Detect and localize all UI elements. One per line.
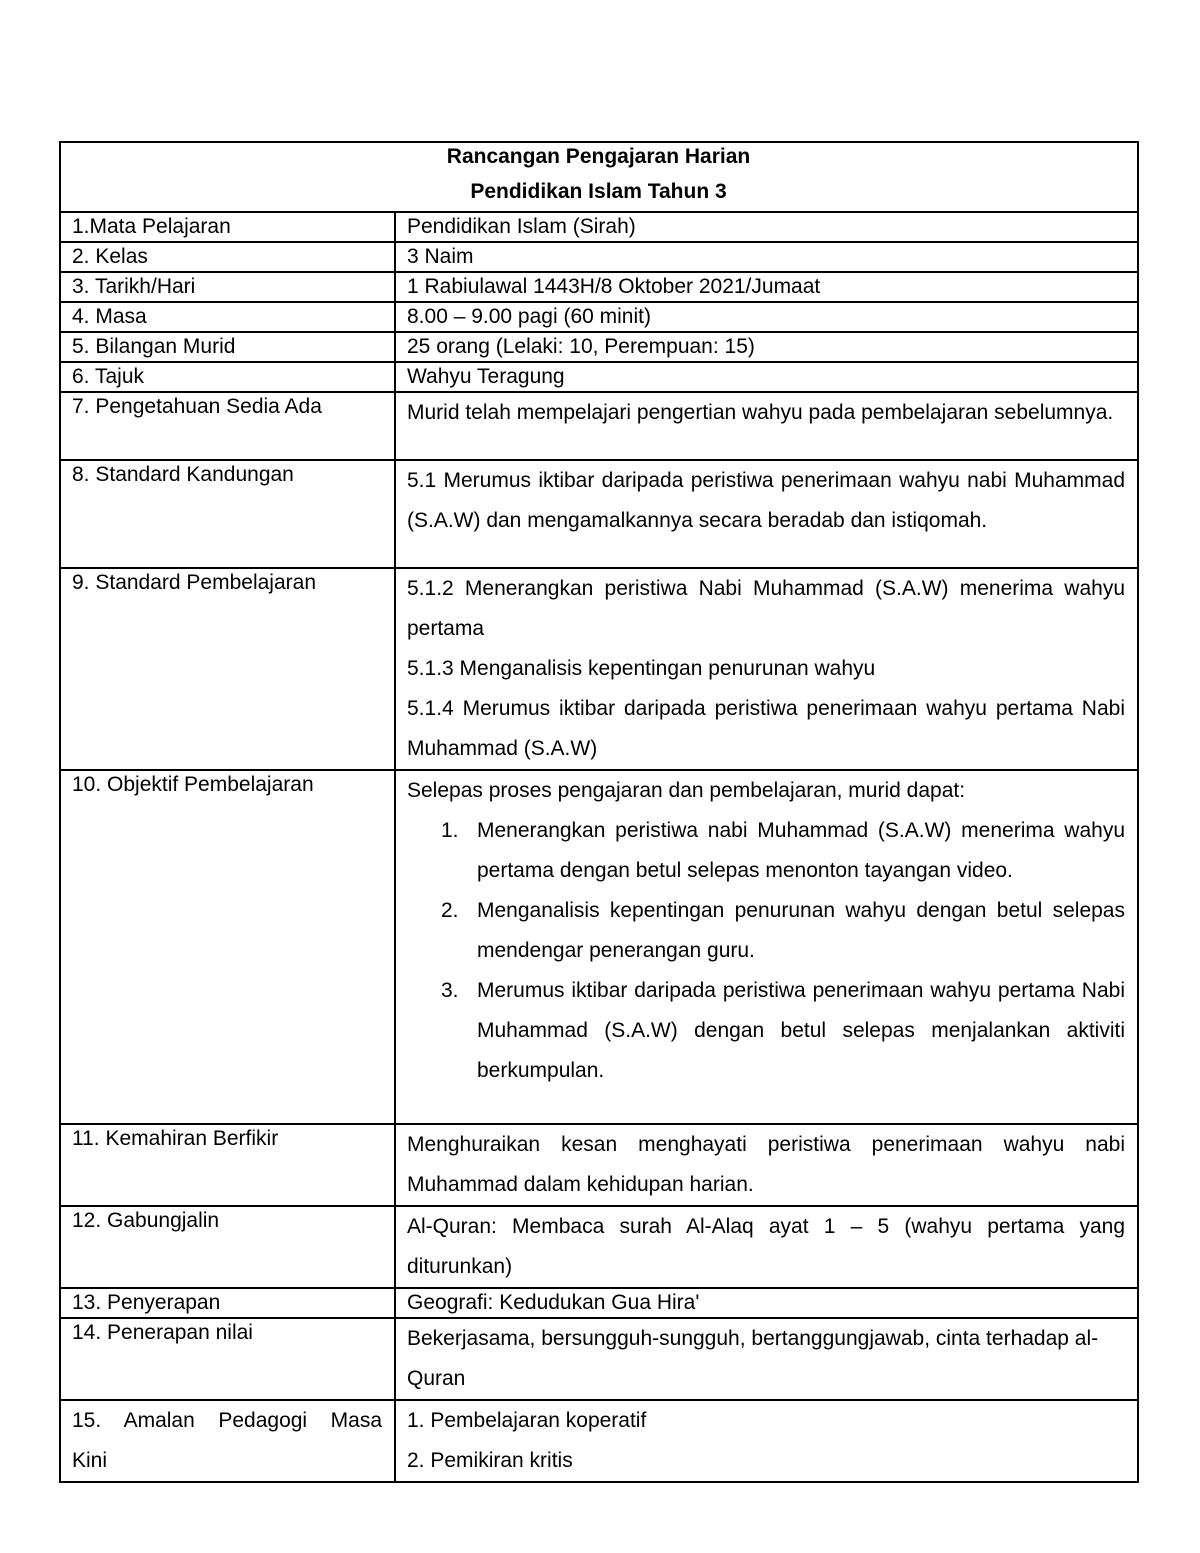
row-value: 3 Naim [395,242,1138,272]
row-value: 8.00 – 9.00 pagi (60 minit) [395,302,1138,332]
learning-standard-item: 5.1.3 Menganalisis kepentingan penurunan wahyu [407,657,876,680]
row-label: 6. Tajuk [60,362,395,392]
table-row [60,272,1138,302]
title-row [60,142,1138,212]
table-row [60,1318,1138,1400]
lesson-plan-table [59,141,1139,1483]
row-value: Menghuraikan kesan menghayati peristiwa penerimaan wahyu nabi Muhammad dalam kehidupan harian. [395,1124,1138,1206]
table-row [60,1124,1138,1206]
row-label-line: 15. Amalan Pedagogi Masa [72,1409,382,1432]
learning-standard-item: 5.1.4 Merumus iktibar daripada peristiwa penerimaan wahyu pertama Nabi Muhammad (S.A.W) [407,697,1125,760]
list-text: Merumus iktibar daripada peristiwa penerimaan wahyu pertama Nabi Muhammad (S.A.W) dengan betul selepas menjalankan aktiviti berkumpulan. [477,979,1125,1082]
row-value: Geografi: Kedudukan Gua Hira' [395,1288,1138,1318]
row-value [395,770,1138,1124]
table-row [60,242,1138,272]
table-row [60,1400,1138,1482]
list-item [441,891,1125,971]
list-item [441,811,1125,891]
row-value: Pendidikan Islam (Sirah) [395,212,1138,242]
row-value: Al-Quran: Membaca surah Al-Alaq ayat 1 – 5 (wahyu pertama yang diturunkan) [395,1206,1138,1288]
row-value: Bekerjasama, bersungguh-sungguh, bertanggungjawab, cinta terhadap al-Quran [395,1318,1138,1400]
row-label: 3. Tarikh/Hari [60,272,395,302]
row-label: 1.Mata Pelajaran [60,212,395,242]
document-subtitle: Pendidikan Islam Tahun 3 [470,180,727,203]
objective-intro: Selepas proses pengajaran dan pembelajaran, murid dapat: [407,779,966,802]
list-text: Menerangkan peristiwa nabi Muhammad (S.A.W) menerima wahyu pertama dengan betul selepas menonton tayangan video. [477,819,1125,882]
list-number: 2. [441,899,459,922]
row-value [395,568,1138,770]
row-label: 7. Pengetahuan Sedia Ada [60,392,395,460]
pedagogy-item: 2. Pemikiran kritis [407,1449,573,1472]
table-row [60,332,1138,362]
row-label: 12. Gabungjalin [60,1206,395,1288]
row-label: 14. Penerapan nilai [60,1318,395,1400]
list-item [441,971,1125,1091]
row-label: 4. Masa [60,302,395,332]
row-value: Murid telah mempelajari pengertian wahyu pada pembelajaran sebelumnya. [395,392,1138,460]
row-value: Wahyu Teragung [395,362,1138,392]
document-title: Rancangan Pengajaran Harian [446,145,751,168]
row-label: 10. Objektif Pembelajaran [60,770,395,1124]
row-value: 1 Rabiulawal 1443H/8 Oktober 2021/Jumaat [395,272,1138,302]
title-cell [60,142,1138,212]
learning-standard-item: 5.1.2 Menerangkan peristiwa Nabi Muhammad (S.A.W) menerima wahyu pertama [407,577,1125,640]
list-text: Menganalisis kepentingan penurunan wahyu dengan betul selepas mendengar penerangan guru. [477,899,1125,962]
table-row [60,392,1138,460]
row-label: 5. Bilangan Murid [60,332,395,362]
pedagogy-item: 1. Pembelajaran koperatif [407,1409,647,1432]
table-row [60,362,1138,392]
row-label-line: Kini [72,1449,108,1472]
table-row [60,1288,1138,1318]
row-label: 2. Kelas [60,242,395,272]
list-number: 3. [441,979,459,1002]
row-label: 13. Penyerapan [60,1288,395,1318]
table-row [60,460,1138,568]
table-row [60,770,1138,1124]
table-row [60,1206,1138,1288]
row-label [60,1400,395,1482]
list-number: 1. [441,819,459,842]
objective-list [407,811,1125,1091]
row-label: 8. Standard Kandungan [60,460,395,568]
row-value [395,1400,1138,1482]
row-label: 11. Kemahiran Berfikir [60,1124,395,1206]
table-row [60,302,1138,332]
row-label: 9. Standard Pembelajaran [60,568,395,770]
row-value: 5.1 Merumus iktibar daripada peristiwa penerimaan wahyu nabi Muhammad (S.A.W) dan mengamalkannya secara beradab dan istiqomah. [395,460,1138,568]
row-value: 25 orang (Lelaki: 10, Perempuan: 15) [395,332,1138,362]
table-row [60,212,1138,242]
table-row [60,568,1138,770]
